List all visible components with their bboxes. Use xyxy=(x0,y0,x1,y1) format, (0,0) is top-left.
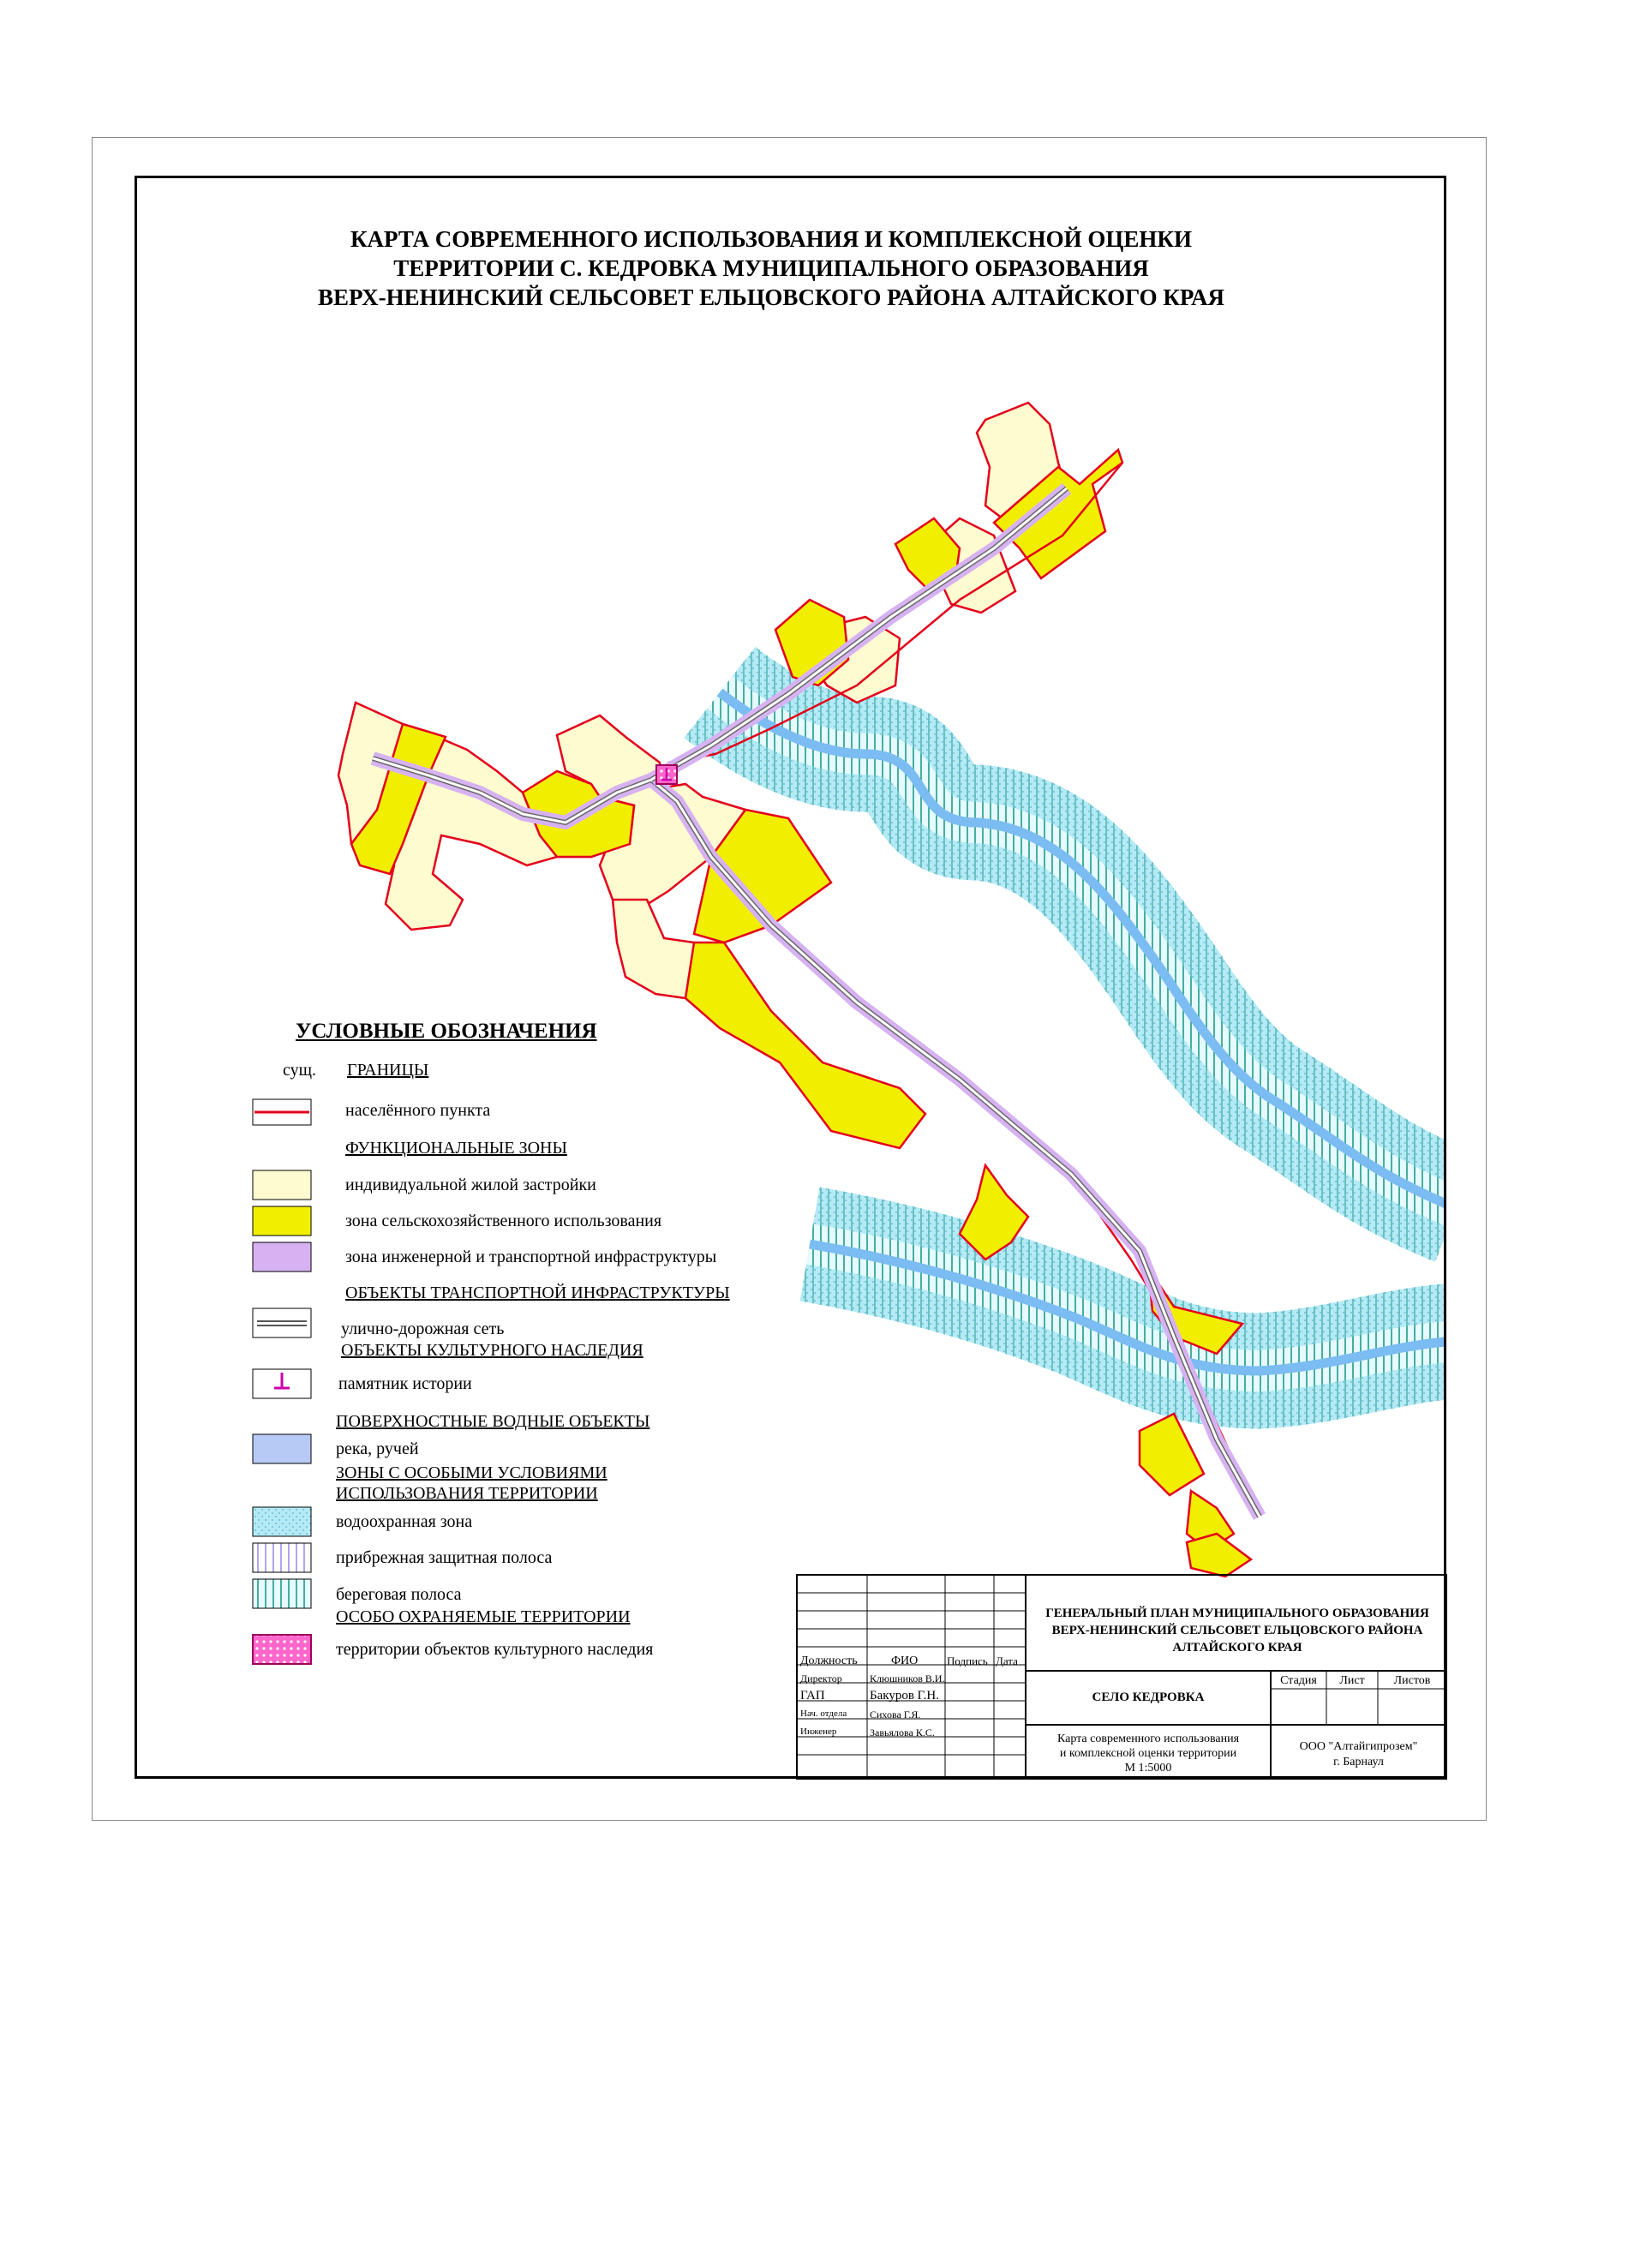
stamp-staff-name: Клюшников В.И. xyxy=(870,1673,945,1685)
stamp-drawing-name-1: Карта современного использования xyxy=(1056,1732,1240,1745)
stamp-col-date: Дата xyxy=(996,1655,1018,1667)
legend-boundaries-header: ГРАНИЦЫ xyxy=(347,1061,429,1080)
stamp-staff-name: Сихова Г.Я. xyxy=(870,1708,921,1720)
stamp-staff-name: Бакуров Г.Н. xyxy=(870,1689,939,1702)
map-title-line-1: КАРТА СОВРЕМЕННОГО ИСПОЛЬЗОВАНИЯ И КОМПЛЕКСНОЙ ОЦЕНКИ xyxy=(350,226,1192,252)
legend-infrastructure-zone: зона инженерной и транспортной инфраструктуры xyxy=(345,1248,717,1266)
legend-special-zones-header-1: ЗОНЫ С ОСОБЫМИ УСЛОВИЯМИ xyxy=(336,1463,608,1482)
legend-heritage-territories: территории объектов культурного наследия xyxy=(336,1640,654,1659)
stamp-staff-position: ГАП xyxy=(800,1689,825,1702)
legend-water-protection-zone: водоохранная зона xyxy=(336,1512,473,1531)
stamp-stage-label: Стадия xyxy=(1280,1674,1317,1687)
stamp-staff-position: Инженер xyxy=(800,1726,837,1737)
legend-heritage-header: ОБЪЕКТЫ КУЛЬТУРНОГО НАСЛЕДИЯ xyxy=(341,1341,643,1360)
stamp-staff-position: Нач. отдела xyxy=(800,1708,847,1719)
stamp-project-title-2: ВЕРХ-НЕНИНСКИЙ СЕЛЬСОВЕТ ЕЛЬЦОВСКОГО РАЙОНА xyxy=(1051,1624,1423,1637)
stamp-col-signature: Подпись xyxy=(947,1655,988,1667)
stamp-organization-1: ООО "Алтайгипрозем" xyxy=(1299,1740,1418,1753)
map-title-line-3: ВЕРХ-НЕНИНСКИЙ СЕЛЬСОВЕТ ЕЛЬЦОВСКОГО РАЙОНА АЛТАЙСКОГО КРАЯ xyxy=(318,284,1224,310)
legend-agricultural-zone: зона сельскохозяйственного использования xyxy=(345,1212,662,1230)
stamp-project-title-1: ГЕНЕРАЛЬНЫЙ ПЛАН МУНИЦИПАЛЬНОГО ОБРАЗОВАНИЯ xyxy=(1045,1607,1429,1620)
stamp-sheet-label: Лист xyxy=(1339,1674,1365,1687)
map-title-line-2: ТЕРРИТОРИИ С. КЕДРОВКА МУНИЦИПАЛЬНОГО ОБРАЗОВАНИЯ xyxy=(393,255,1149,281)
stamp-col-name: ФИО xyxy=(891,1655,919,1667)
stamp-project-title-3: АЛТАЙСКОГО КРАЯ xyxy=(1172,1641,1302,1655)
stamp-drawing-scale: М 1:5000 xyxy=(1124,1762,1172,1774)
stamp-col-position: Должность xyxy=(800,1655,858,1667)
legend-residential-zone: индивидуальной жилой застройки xyxy=(345,1176,596,1194)
legend-road-network: улично-дорожная сеть xyxy=(341,1320,505,1338)
legend-zones-header: ФУНКЦИОНАЛЬНЫЕ ЗОНЫ xyxy=(345,1139,567,1158)
legend-protected-header: ОСОБО ОХРАНЯЕМЫЕ ТЕРРИТОРИИ xyxy=(336,1607,631,1626)
legend-shore-strip: береговая полоса xyxy=(336,1585,462,1604)
stamp-object-name: СЕЛО КЕДРОВКА xyxy=(1092,1691,1205,1704)
stamp-staff-position: Директор xyxy=(800,1673,842,1685)
stamp-organization-2: г. Барнаул xyxy=(1333,1756,1384,1768)
sheet-overlay xyxy=(92,137,1487,1821)
legend-special-zones-header-2: ИСПОЛЬЗОВАНИЯ ТЕРРИТОРИИ xyxy=(336,1484,598,1503)
legend-water-header: ПОВЕРХНОСТНЫЕ ВОДНЫЕ ОБЪЕКТЫ xyxy=(336,1412,650,1431)
legend-history-monument: памятник истории xyxy=(338,1374,472,1393)
stamp-drawing-name-2: и комплексной оценки территории xyxy=(1059,1747,1237,1760)
stamp-sheets-label: Листов xyxy=(1393,1674,1431,1687)
stamp-staff-name: Завьялова К.С. xyxy=(870,1726,935,1738)
legend-existing-label: сущ. xyxy=(283,1061,317,1080)
legend-transport-header: ОБЪЕКТЫ ТРАНСПОРТНОЙ ИНФРАСТРУКТУРЫ xyxy=(345,1284,730,1302)
map-title xyxy=(257,224,1285,312)
legend-river: река, ручей xyxy=(336,1439,419,1458)
legend-title: УСЛОВНЫЕ ОБОЗНАЧЕНИЯ xyxy=(296,1020,597,1043)
legend-coastal-protection-strip: прибрежная защитная полоса xyxy=(336,1548,553,1567)
legend-settlement-boundary: населённого пункта xyxy=(345,1101,491,1120)
